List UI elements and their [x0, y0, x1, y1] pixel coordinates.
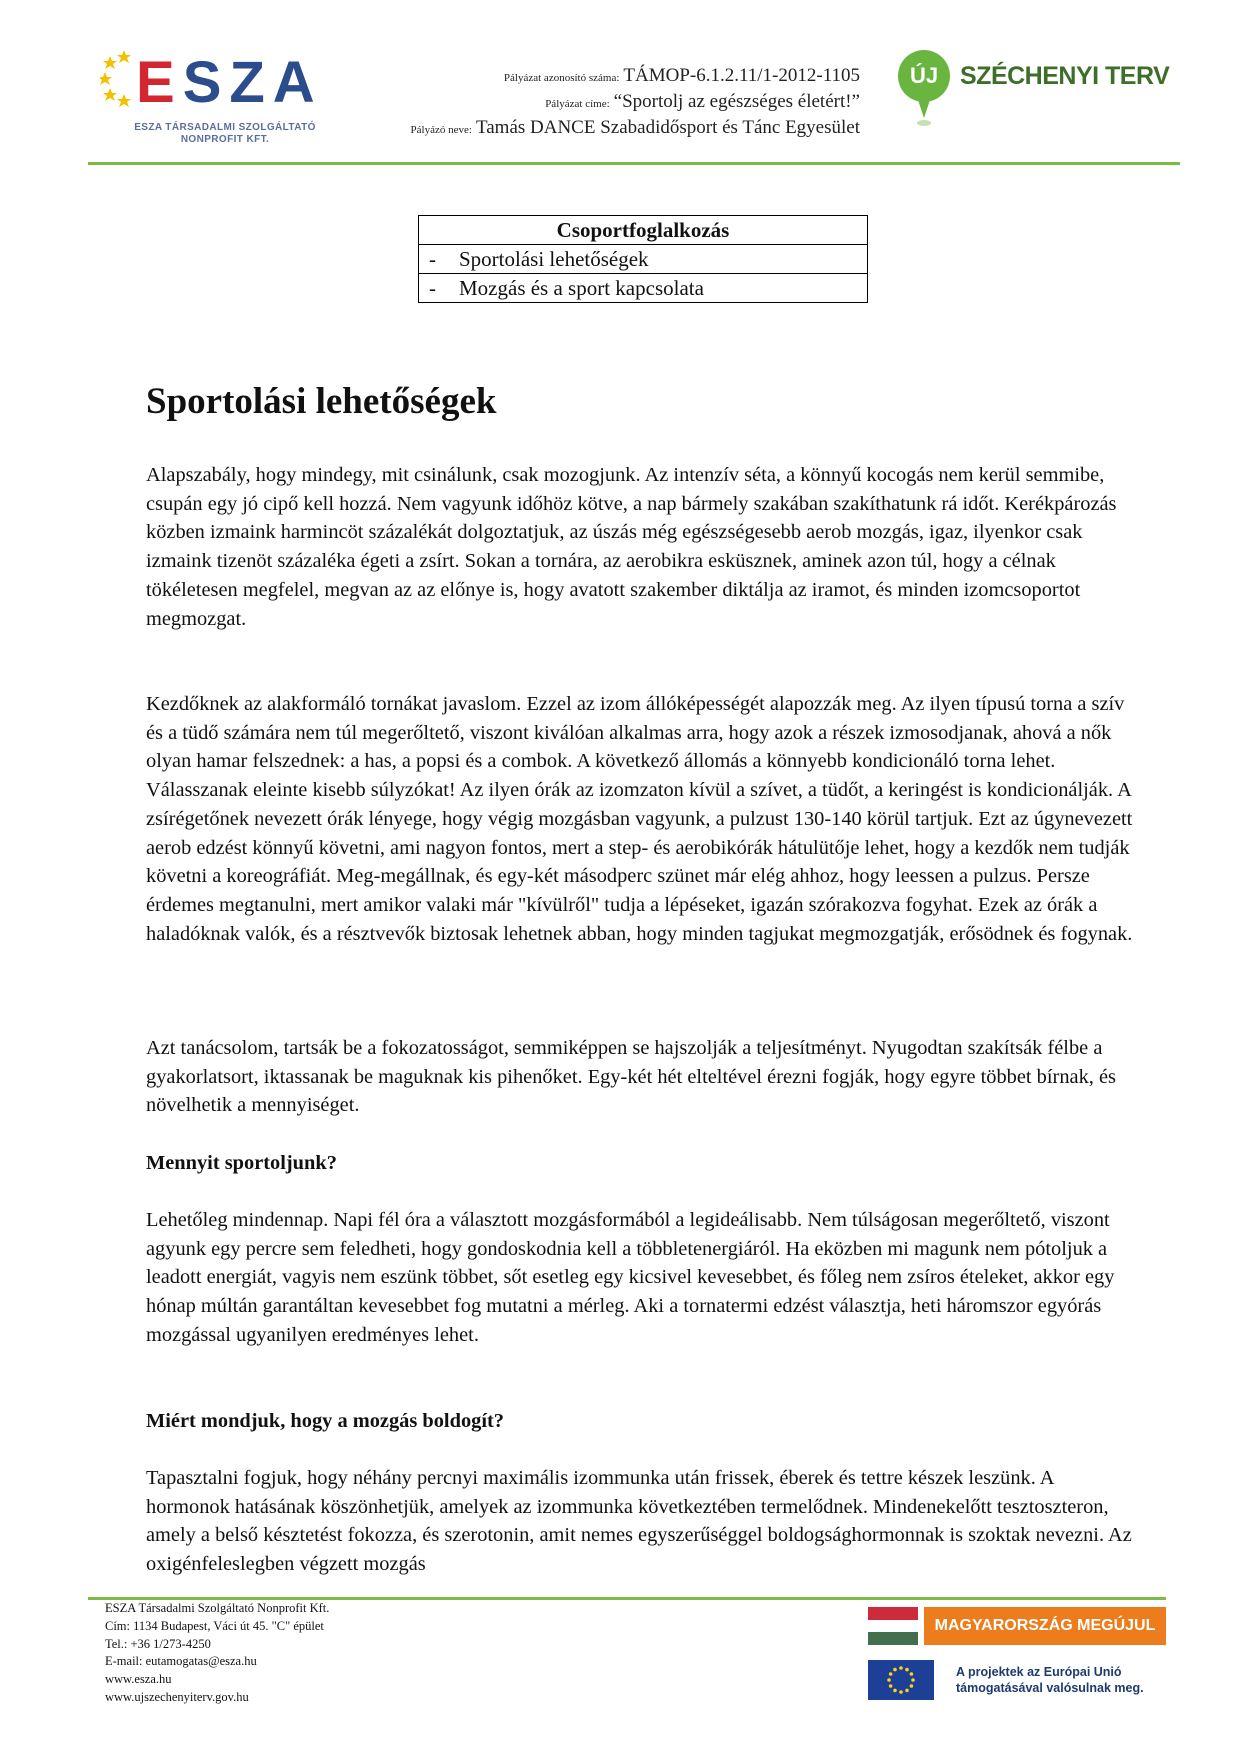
- footer-line: ESZA Társadalmi Szolgáltató Nonprofit Kft.: [105, 1601, 330, 1615]
- badge-text: MAGYARORSZÁG MEGÚJUL: [924, 1607, 1166, 1645]
- paragraph: Kezdőknek az alakformáló tornákat javaslom. Ezzel az izom állóképességét alapozzák meg. Az ilyen típusú torna a szív és a tüdő számára nem túl megerőltető, viszont kiválóan alkalmas arra, hogy azok a részek izmosodjanak, ahová a nők olyan hamar felszednek: a has, a popsi és a combok. A következő állomás a könnyebb kondicionáló torna lehet. Válasszanak eleinte kisebb súlyzókat! Az ilyen órák az izomzaton kívül a szívet, a tüdőt, a keringést is kondicionálják. A zsírégetőnek nevezett órák lényege, hogy végig mozgásban vagyunk, a pulzust 130-140 körül tartjuk. Ezt az úgynevezett aerob edzést könnyű követni, ami nagyon fontos, mert a step- és aerobikórák hátulütője lehet, hogy a kezdők nem tudják követni a koreográfiát. Meg-megállnak, és egy-két másodperc szünet már elég ahhoz, hogy leessen a pulzus. Persze érdemes megtanulni, mert amikor valaki már "kívülről" tudja a lépéseket, igazán szórakozva fogyhat. Ezek az órák a haladóknak valók, és a résztvevők biztosak lehetnek abban, hogy minden tagjukat megmozgatják, erősödnek és fogynak.: [146, 693, 1133, 945]
- esza-logo: [100, 48, 323, 148]
- topic-box-title: Csoportfoglalkozás: [419, 216, 868, 245]
- map-pin-shadow: [917, 120, 931, 126]
- map-pin-tail: [916, 94, 932, 118]
- footer-line: Tel.: +36 1/273-4250: [105, 1636, 211, 1651]
- paragraph: Tapasztalni fogjuk, hogy néhány percnyi maximális izommunka után frissek, éberek és tettre készek leszünk. A hormonok hatásának köszönhetjük, amelyek az izommunka következtében termelődnek. Mindenekelőtt tesztoszteron, amely a belső késztetést fokozza, és szerotonin, amit nemes egyszerűséggel boldogsághormonnak is szoktak nevezni. Az oxigénfeleslegben végzett mozgás: [146, 1467, 1132, 1576]
- map-pin-icon: ÚJ: [898, 50, 950, 102]
- paragraph: Azt tanácsolom, tartsák be a fokozatosságot, semmiképpen se hajszolják a teljesítményt. Nyugodtan szakítsák félbe a gyakorlatsort, iktassanak be maguknak kis pihenőket. Egy-két hét elteltével érezni fogják, hogy egyre többet bírnak, és növelhetik a mennyiséget.: [146, 1037, 1116, 1117]
- footer-line: www.esza.hu: [105, 1672, 172, 1687]
- paragraph: Lehetőleg mindennap. Napi fél óra a választott mozgásformából a legideálisabb. Nem túlságosan megerőltető, viszont agyunk egy percre sem feledheti, hogy gondoskodnia kell a többletenergiáról. Ha eközben mi magunk nem pótoljuk a leadott energiát, vagyis nem eszünk többet, sőt esetleg egy kicsivel kevesebbet, és főleg nem zsíros ételeket, akkor egy hónap múltán garantáltan kevesebbet fog mutatni a mérleg. Aki a tornatermi edzést választja, heti háromszor egyórás mozgással ugyanilyen eredményes lehet.: [146, 1209, 1115, 1346]
- topic-item: - Mozgás és a sport kapcsolata: [419, 274, 868, 303]
- eu-flag-icon: [868, 1660, 934, 1700]
- uj-szechenyi-terv-logo: [898, 50, 1178, 130]
- project-id-line: Pályázat azonosító száma: TÁMOP-6.1.2.11/1-2012-1105: [503, 65, 860, 86]
- footer-contact: [105, 1600, 329, 1707]
- esza-subtitle: ESZA TÁRSADALMI SZOLGÁLTATÓ NONPROFIT KFT.: [134, 122, 316, 145]
- project-applicant-line: Pályázó neve: Tamás DANCE Szabadidősport és Tánc Egyesület: [410, 117, 860, 138]
- magyarorszag-megujul-badge: [868, 1607, 1166, 1645]
- paragraph: Alapszabály, hogy mindegy, mit csinálunk, csak mozogjunk. Az intenzív séta, a könnyű kocogás nem kerül semmibe, csupán egy jó cipő kell hozzá. Nem vagyunk időhöz kötve, a nap bármely szakában szakíthatunk rá időt. Kerékpározás közben izmaink harmincöt százalékát dolgoztatjuk, az úszás még egészségesebb aerob mozgás, igaz, ilyenkor csak izmaink tizenöt százaléka égeti a zsírt. Sokan a tornára, az aerobikra esküsznek, aminek azon túl, hogy a célnak tökéletesen megfelel, megvan az az előnye is, hogy avatott szakember diktálja az iramot, és minden izomcsoportot megmozgat.: [146, 464, 1117, 630]
- topic-item: - Sportolási lehetőségek: [419, 245, 868, 274]
- esza-wordmark: ESZA: [136, 50, 323, 115]
- page-title: Sportolási lehetőségek: [146, 381, 497, 422]
- header-divider: [88, 162, 1180, 165]
- project-info: [320, 64, 860, 142]
- footer-line: www.ujszechenyiterv.gov.hu: [105, 1689, 249, 1704]
- topic-box: [418, 215, 868, 303]
- hungarian-flag-icon: [868, 1607, 918, 1645]
- footer-line: Cím: 1134 Budapest, Váci út 45. "C" épület: [105, 1618, 324, 1633]
- project-title-line: Pályázat címe: “Sportolj az egészséges életért!”: [545, 91, 860, 112]
- eu-support-notice: [868, 1660, 1178, 1700]
- subheading: Miért mondjuk, hogy a mozgás boldogít?: [146, 1410, 504, 1432]
- szechenyi-terv-text: SZÉCHENYI TERV: [960, 62, 1170, 90]
- subheading: Mennyit sportoljunk?: [146, 1152, 337, 1174]
- eu-text: A projektek az Európai Unió támogatásával valósulnak meg.: [956, 1665, 1144, 1695]
- footer-line: E-mail: eutamogatas@esza.hu: [105, 1654, 257, 1669]
